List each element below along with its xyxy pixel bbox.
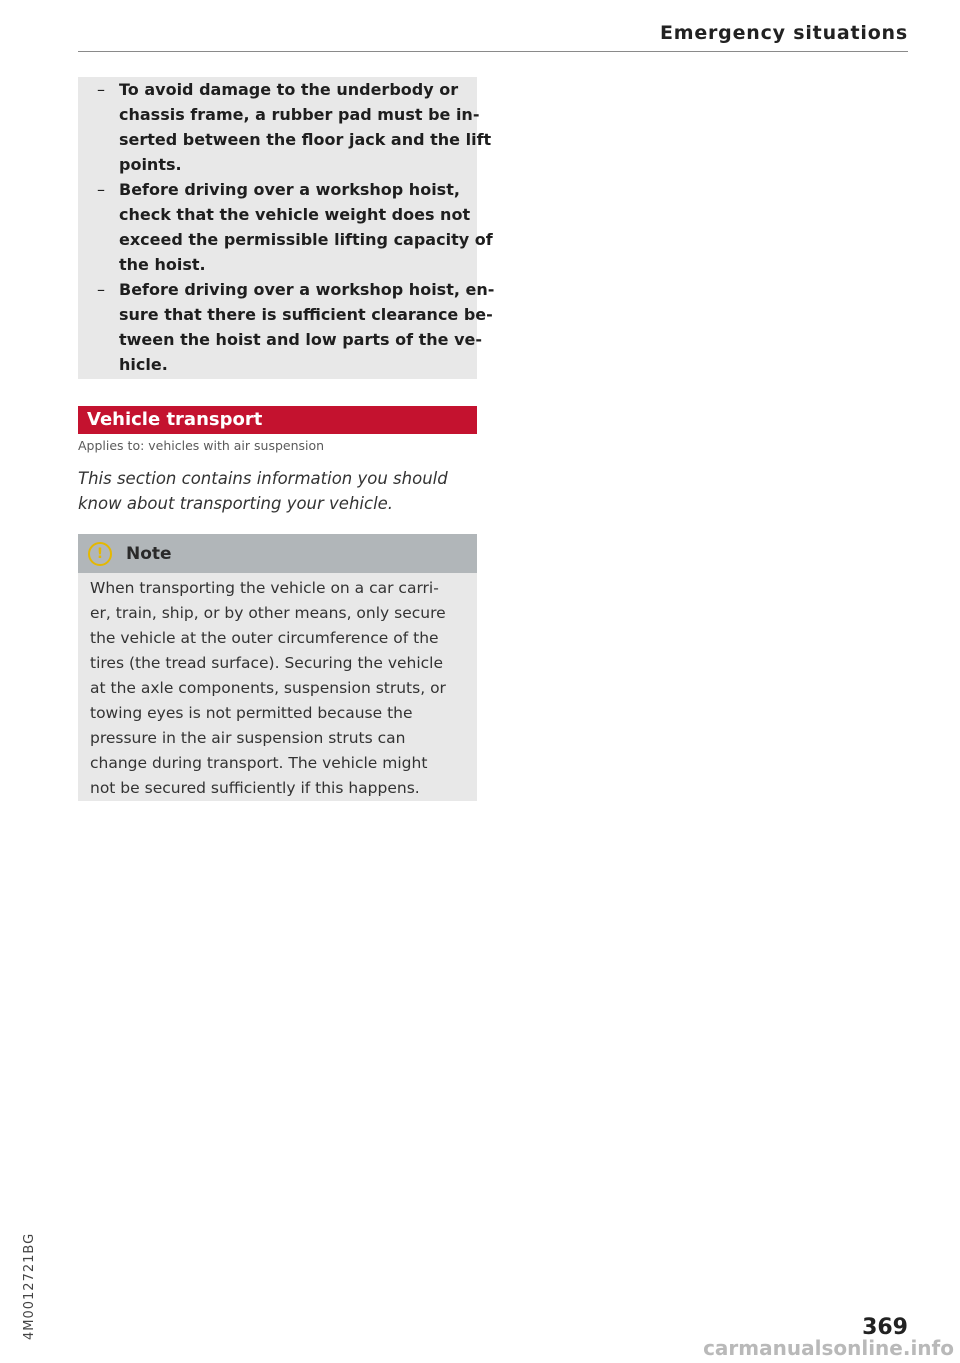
page-header-title: Emergency situations: [659, 22, 908, 44]
note-header: [78, 534, 477, 573]
dash-bullet: –: [97, 80, 105, 99]
warning-line: Before driving over a workshop hoist, en-: [119, 280, 495, 299]
header-rule: [78, 51, 908, 52]
note-line: tires (the tread surface). Securing the vehicle: [90, 654, 444, 672]
warning-box: [78, 77, 495, 379]
warning-line: the hoist.: [119, 255, 206, 274]
footer-watermark-logo: carmanualsonline.info: [703, 1336, 954, 1360]
warning-line: sure that there is sufficient clearance be-: [119, 305, 493, 324]
warning-line: hicle.: [119, 355, 168, 374]
intro-line: This section contains information you should: [78, 469, 448, 488]
warning-item: [97, 77, 492, 177]
exclamation-circle-icon: !: [88, 542, 112, 566]
note-line: pressure in the air suspension struts can: [90, 729, 406, 747]
warning-line: chassis frame, a rubber pad must be in-: [119, 105, 480, 124]
dash-bullet: –: [97, 280, 105, 299]
note-title: Note: [126, 543, 172, 564]
warning-list: [97, 77, 495, 377]
applies-to-text: Applies to: vehicles with air suspension: [78, 438, 325, 453]
note-line: not be secured sufficiently if this happens.: [90, 779, 420, 797]
note-line: at the axle components, suspension struts, or: [90, 679, 446, 697]
section-intro: [78, 466, 477, 516]
warning-item: [97, 177, 493, 277]
page-number: 369: [862, 1315, 908, 1340]
warning-line: check that the vehicle weight does not: [119, 205, 471, 224]
warning-line: serted between the floor jack and the lift: [119, 130, 492, 149]
note-line: When transporting the vehicle on a car carri-: [90, 579, 439, 597]
intro-line: know about transporting your vehicle.: [78, 494, 394, 513]
note-line: er, train, ship, or by other means, only secure: [90, 604, 446, 622]
dash-bullet: –: [97, 180, 105, 199]
warning-item: [97, 277, 495, 377]
warning-line: tween the hoist and low parts of the ve-: [119, 330, 482, 349]
note-body: [78, 573, 477, 801]
document-code: 4M0012721BG: [22, 1232, 37, 1340]
section-title: Vehicle transport: [78, 406, 477, 434]
warning-line: To avoid damage to the underbody or: [119, 80, 459, 99]
note-line: change during transport. The vehicle might: [90, 754, 428, 772]
note-line: towing eyes is not permitted because the: [90, 704, 413, 722]
note-box: [78, 534, 477, 801]
warning-line: points.: [119, 155, 182, 174]
warning-line: Before driving over a workshop hoist,: [119, 180, 460, 199]
warning-line: exceed the permissible lifting capacity of: [119, 230, 493, 249]
note-line: the vehicle at the outer circumference of the: [90, 629, 439, 647]
